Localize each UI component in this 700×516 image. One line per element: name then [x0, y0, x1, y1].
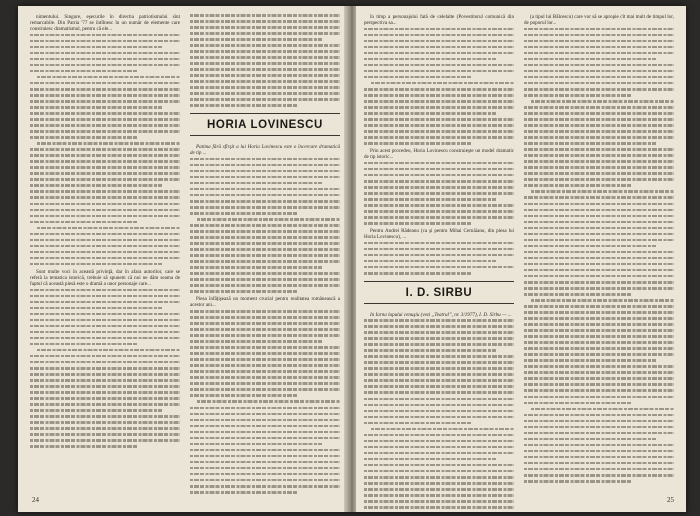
- text-lines: [190, 158, 340, 293]
- paragraph: (a tipul lui Bălcescu) care vor să se apropie cît mai mult de timpul lor, de poporul lor...: [524, 14, 674, 27]
- left-page-column-1: [30, 14, 180, 451]
- page-number: 24: [32, 496, 39, 504]
- left-page-column-2: [190, 14, 340, 497]
- paragraph: Piesa înfăţişează un moment crucial pentru realitatea românească a acestor ani...: [190, 296, 340, 309]
- paragraph: Prin acest procedeu, Horia Lovinescu construieşte un model dramatic de tip istoric...: [364, 148, 514, 161]
- section-heading-horia-lovinescu: HORIA LOVINESCU: [190, 113, 340, 136]
- text-lines: [30, 289, 180, 448]
- text-lines: [364, 162, 514, 225]
- magazine-spread: [18, 6, 686, 512]
- paragraph: Pentru Andrei Rădeanu (ca şi pentru Mihai Cernăianu, din piesa lui Horia Lovinescu), ...: [364, 228, 514, 241]
- left-page: [18, 6, 348, 512]
- text-lines: [524, 28, 674, 483]
- paragraph: în timp a personajului fată de celelalte (Povestitorul comunică din perspectiva sa...: [364, 14, 514, 27]
- section-heading-i-d-sirbu: I. D. SIRBU: [364, 281, 514, 304]
- paragraph: nimentului. Singure, eşecurile în directia patriotismului sînt remarcabile. Din Patria '77 se întîlnesc în un număr de elemente care construiesc dramatismul, pentru că ele...: [30, 14, 180, 33]
- right-page: [356, 6, 686, 512]
- text-lines: [190, 310, 340, 494]
- page-number: 25: [667, 496, 674, 504]
- text-lines: [190, 14, 340, 107]
- paragraph: Patima fără sfîrşit a lui Horia Lovinescu este o încercare dramatică de tip ...: [190, 144, 340, 157]
- text-lines: [364, 319, 514, 512]
- paragraph: In Iarna lupului cenuşiu (vezi „Teatrul”, nr. 3/1977), I. D. Sîrbu — ...: [370, 311, 512, 318]
- paragraph: Sunt multe voci în această privinţă, dar în afara autorilor, care se referă la tematica istorică, trebuie să spunem că noi ne dăm seama de faptul că această piesă este o dramă a unor personaje care...: [30, 268, 180, 287]
- text-lines: [364, 242, 514, 275]
- text-lines: [30, 34, 180, 266]
- right-page-column-1: [364, 14, 514, 512]
- right-page-column-2: [524, 14, 674, 486]
- text-lines: [364, 28, 514, 145]
